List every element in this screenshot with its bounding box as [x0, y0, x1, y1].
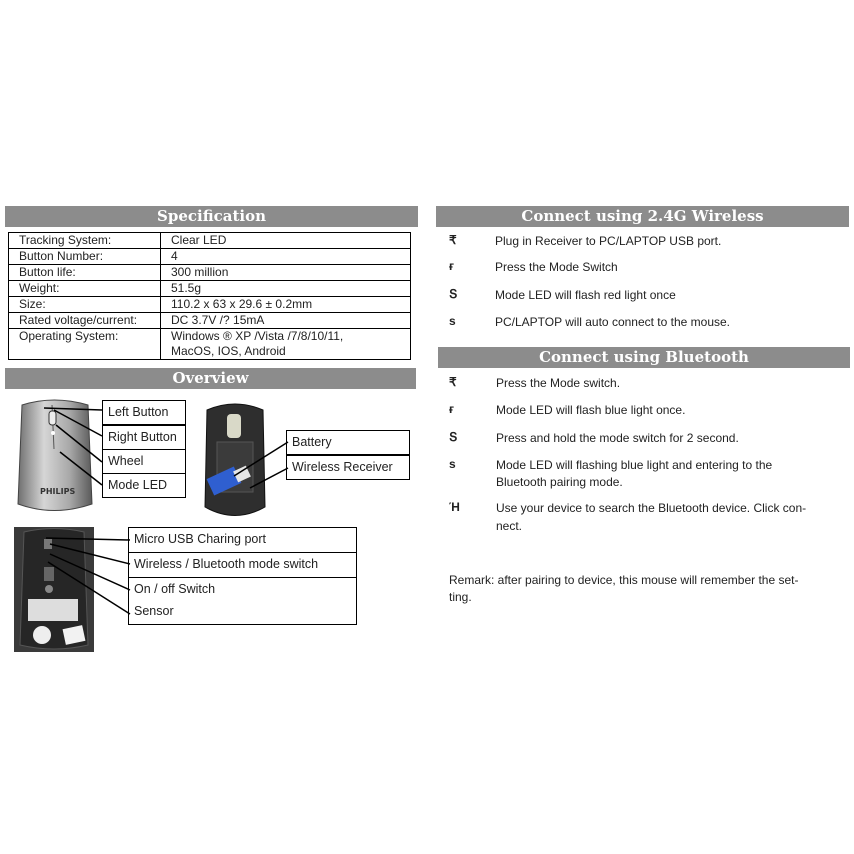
wireless-step: Press the Mode Switch	[495, 260, 618, 274]
specification-header: Specification	[5, 206, 418, 227]
label-mode-switch: Wireless / Bluetooth mode switch	[128, 552, 357, 578]
wireless-step: Mode LED will flash red light once	[495, 288, 676, 302]
step-marker: ѕ	[449, 457, 456, 471]
spec-value-line: Windows ® XP /Vista /7/8/10/11,	[171, 329, 344, 343]
brand-logo: PHILIPS	[40, 487, 76, 496]
spec-label: Size:	[9, 297, 161, 313]
label-mode-led: Mode LED	[102, 473, 186, 498]
table-row	[9, 313, 411, 329]
top-callout-lines	[40, 400, 106, 490]
receiver-callout-lines	[230, 436, 290, 492]
step-marker: ₹	[449, 233, 457, 247]
label-left-button: Left Button	[102, 400, 186, 425]
wireless-step: PC/LAPTOP will auto connect to the mouse.	[495, 315, 731, 329]
bluetooth-step: Mode LED will flashing blue light and entering to the	[496, 458, 773, 472]
table-row	[9, 281, 411, 297]
table-row	[9, 329, 411, 360]
table-row	[9, 265, 411, 281]
label-on-off-switch: On / off Switch	[128, 577, 357, 625]
spec-value: 110.2 x 63 x 29.6 ± 0.2mm	[161, 297, 411, 313]
label-wireless-receiver: Wireless Receiver	[286, 455, 410, 480]
label-micro-usb-port: Micro USB Charing port	[128, 527, 357, 553]
wireless-step: Plug in Receiver to PC/LAPTOP USB port.	[495, 234, 722, 248]
bottom-callout-lines	[40, 530, 132, 620]
spec-label: Rated voltage/current:	[9, 313, 161, 329]
bluetooth-step: Mode LED will flash blue light once.	[496, 403, 686, 417]
specification-table	[8, 232, 411, 360]
spec-value: 300 million	[161, 265, 411, 281]
bluetooth-step-cont: nect.	[496, 519, 523, 533]
bluetooth-step: Press the Mode switch.	[496, 376, 621, 390]
bluetooth-header: Connect using Bluetooth	[438, 347, 850, 368]
table-row	[9, 297, 411, 313]
table-row	[9, 249, 411, 265]
label-wheel: Wheel	[102, 449, 186, 474]
step-marker: ғ	[449, 402, 454, 416]
step-marker: ғ	[449, 259, 454, 273]
step-marker: Տ	[449, 287, 458, 301]
spec-value	[161, 329, 411, 360]
spec-label: Button Number:	[9, 249, 161, 265]
step-marker: ₹	[449, 375, 457, 389]
spec-value-line: MacOS, IOS, Android	[171, 344, 286, 358]
table-row	[9, 233, 411, 249]
step-marker: ѕ	[449, 314, 456, 328]
step-marker: Տ	[449, 430, 458, 444]
label-right-button: Right Button	[102, 425, 186, 450]
spec-label: Weight:	[9, 281, 161, 297]
bluetooth-step: Use your device to search the Bluetooth device. Click con-	[496, 501, 807, 515]
step-marker: Ή	[449, 500, 460, 514]
spec-value: 4	[161, 249, 411, 265]
spec-label: Tracking System:	[9, 233, 161, 249]
overview-header: Overview	[5, 368, 416, 389]
wireless-header: Connect using 2.4G Wireless	[436, 206, 849, 227]
bluetooth-step: Press and hold the mode switch for 2 second.	[496, 431, 739, 445]
spec-value: Clear LED	[161, 233, 411, 249]
remark-text: Remark: after pairing to device, this mouse will remember the set-	[449, 573, 799, 587]
bluetooth-step-cont: Bluetooth pairing mode.	[496, 475, 623, 489]
spec-value: DC 3.7V /? 15mA	[161, 313, 411, 329]
spec-label: Button life:	[9, 265, 161, 281]
remark-text-cont: ting.	[449, 590, 472, 604]
label-battery: Battery	[286, 430, 410, 455]
spec-value: 51.5g	[161, 281, 411, 297]
spec-label: Operating System:	[9, 329, 161, 360]
label-sensor: Sensor	[128, 600, 357, 625]
